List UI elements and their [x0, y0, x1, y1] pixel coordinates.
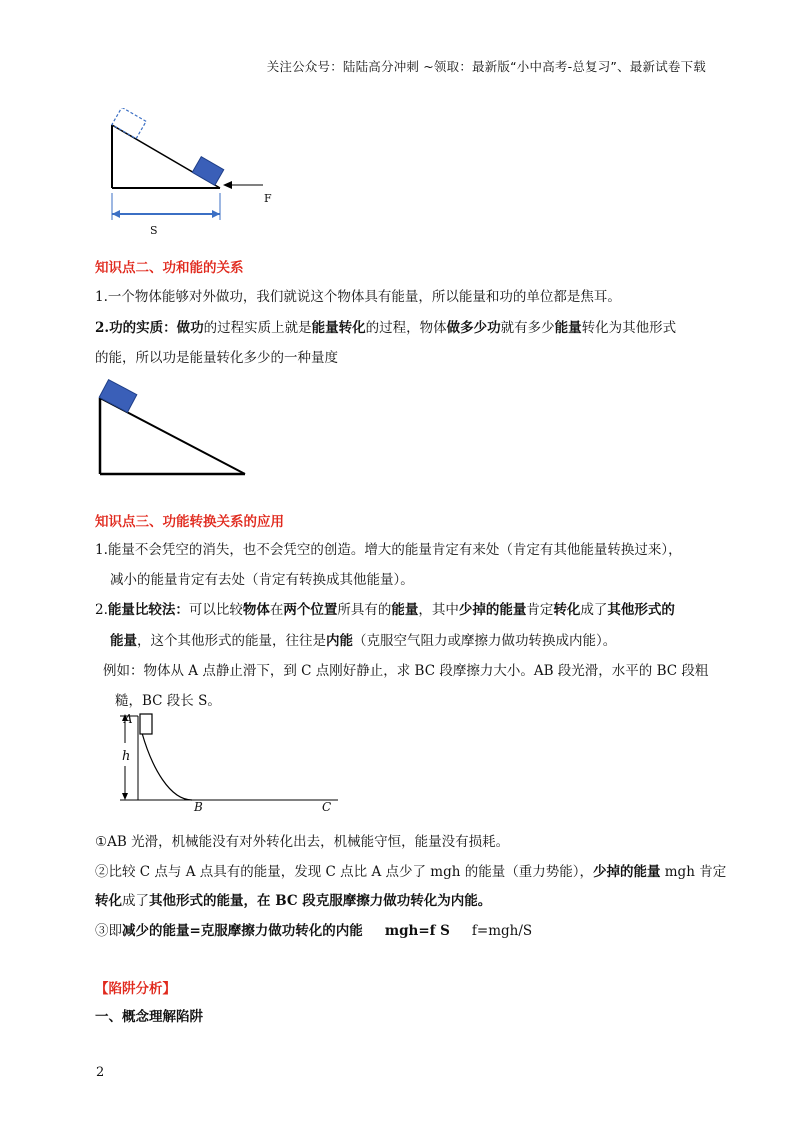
page-header: 关注公众号：陆陆高分冲刺 ~领取：最新版“小中高考-总复习”、最新试卷下载: [266, 59, 706, 74]
section-2-title: 知识点二、功和能的关系: [95, 260, 244, 276]
point-b-label: B: [194, 800, 203, 814]
trap-analysis-subtitle: 一、概念理解陷阱: [95, 1009, 203, 1025]
section-2-point-2: 2.功的实质：做功的过程实质上就是能量转化的过程，物体做多少功就有多少能量转化为其他形式: [95, 320, 677, 336]
section-3-point-2: 2.能量比较法：可以比较物体在两个位置所具有的能量，其中少掉的能量肯定转化成了其他形式的: [95, 602, 675, 618]
height-label: h: [122, 749, 131, 764]
section-3-point-1: 1.能量不会凭空的消失，也不会凭空的创造。增大的能量肯定有来处（肯定有其他能量转换过来），: [95, 542, 682, 558]
distance-label: S: [150, 224, 158, 237]
force-label: F: [264, 192, 272, 205]
page-number: 2: [96, 1065, 105, 1080]
solution-step-3: ③即减少的能量=克服摩擦力做功转化的内能 mgh=f S f=mgh/S: [95, 923, 533, 939]
slide-figure: [110, 708, 350, 820]
solution-step-2: ②比较 C 点与 A 点具有的能量，发现 C 点比 A 点少了 mgh 的能量（重力势能），少掉的能量 mgh 肯定: [95, 864, 727, 880]
section-3-title: 知识点三、功能转换关系的应用: [95, 514, 284, 530]
section-3-point-1-cont: 减小的能量肯定有去处（肯定有转换成其他能量）。: [110, 572, 414, 588]
section-3-point-2-cont: 能量，这个其他形式的能量，往往是内能（克服空气阻力或摩擦力做功转换成内能）。: [110, 633, 617, 649]
point-a-label: A: [124, 712, 133, 726]
example-text-cont: 糙，BC 段长 S。: [115, 693, 221, 709]
incline-figure-2: [90, 378, 260, 483]
incline-figure-1: [95, 108, 295, 238]
trap-analysis-title: 【陷阱分析】: [95, 981, 176, 997]
section-2-point-1: 1.一个物体能够对外做功，我们就说这个物体具有能量，所以能量和功的单位都是焦耳。: [95, 289, 621, 305]
example-text: 例如：物体从 A 点静止滑下，到 C 点刚好静止，求 BC 段摩擦力大小。AB 段光滑，水平的 BC 段粗: [103, 663, 709, 679]
point-c-label: C: [322, 800, 332, 814]
solution-step-2-cont: 转化成了其他形式的能量，在 BC 段克服摩擦力做功转化为内能。: [95, 893, 492, 909]
solution-step-1: ①AB 光滑，机械能没有对外转化出去，机械能守恒，能量没有损耗。: [95, 834, 510, 850]
section-2-point-2-cont: 的能，所以功是能量转化多少的一种量度: [95, 350, 338, 366]
